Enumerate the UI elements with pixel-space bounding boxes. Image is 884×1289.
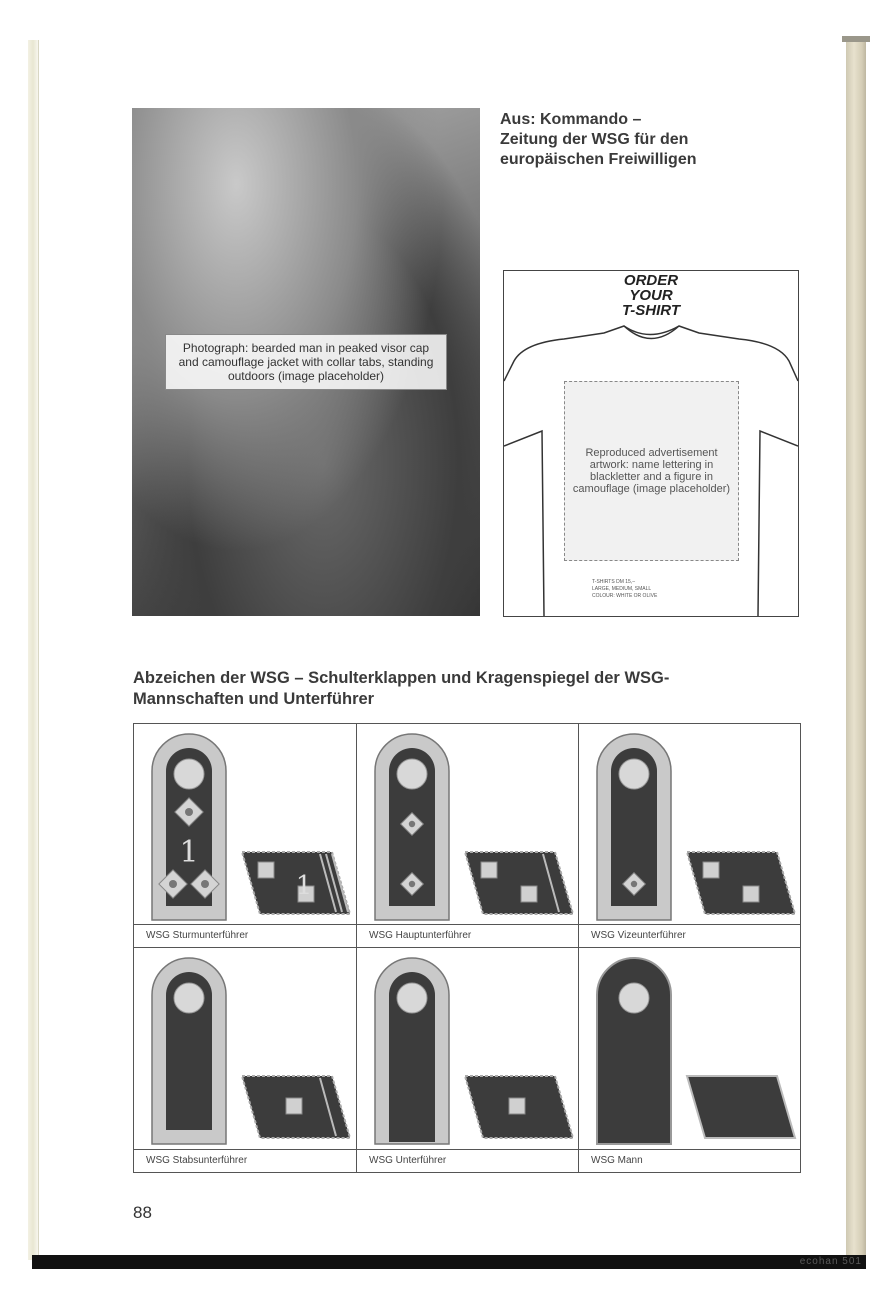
source-caption-line: Zeitung der WSG für den — [500, 131, 689, 148]
insignia-label: WSG Stabsunterführer — [134, 1149, 356, 1172]
photo-placeholder — [132, 108, 480, 616]
insignia-diagram-icon — [579, 724, 801, 924]
heading-line: Abzeichen der WSG – Schulterklappen und Kragenspiegel der WSG- — [133, 669, 670, 687]
insignia-diagram-icon — [134, 948, 356, 1148]
insignia-cell — [579, 948, 800, 1172]
headline-line: ORDER — [623, 272, 679, 289]
source-caption-line: Aus: Kommando – — [500, 111, 642, 128]
fine-print-line: COLOUR: WHITE OR OLIVE — [592, 593, 658, 599]
insignia-cell — [579, 724, 800, 948]
insignia-label: WSG Sturmunterführer — [134, 924, 356, 947]
tshirt-headline — [504, 273, 798, 318]
section-heading — [133, 668, 793, 710]
tshirt-advertisement — [503, 270, 799, 617]
tshirt-art-placeholder: Reproduced advertisement artwork: name lettering in blackletter and a figure in camouflage (image placeholder) — [564, 381, 739, 561]
fine-print-line: T-SHIRTS DM 15,– — [592, 579, 635, 585]
insignia-label: WSG Hauptunterführer — [357, 924, 578, 947]
fine-print-line: LARGE, MEDIUM, SMALL — [592, 586, 652, 592]
svg-text:1: 1 — [295, 871, 313, 901]
insignia-label: WSG Mann — [579, 1149, 800, 1172]
insignia-label: WSG Vizeunterführer — [579, 924, 800, 947]
source-caption — [500, 110, 800, 170]
photo-alt-text: Photograph: bearded man in peaked visor cap and camouflage jacket with collar tabs, standing outdoors (image placeholder) — [165, 334, 447, 390]
insignia-diagram-icon — [134, 724, 356, 924]
insignia-label: WSG Unterführer — [357, 1149, 578, 1172]
page-gutter-edge — [28, 40, 39, 1260]
source-caption-line: europäischen Freiwilligen — [500, 151, 697, 168]
insignia-cell — [357, 948, 579, 1172]
page-number: 88 — [133, 1203, 152, 1222]
insignia-cell — [134, 948, 357, 1172]
headline-line: YOUR — [629, 287, 673, 304]
page-fore-edge — [846, 36, 866, 1266]
insignia-cell — [134, 724, 357, 948]
insignia-diagram-icon — [579, 948, 801, 1148]
insignia-grid — [133, 723, 801, 1173]
insignia-diagram-icon — [357, 724, 579, 924]
tshirt-fine-print — [592, 579, 722, 600]
insignia-diagram-icon — [357, 948, 579, 1148]
headline-line: T-SHIRT — [621, 302, 681, 319]
scan-bottom-bar — [32, 1255, 866, 1269]
svg-text:1: 1 — [179, 835, 199, 870]
scan-bar-text: ecohan 501 — [799, 1256, 862, 1267]
heading-line: Mannschaften und Unterführer — [133, 690, 375, 708]
insignia-cell — [357, 724, 579, 948]
